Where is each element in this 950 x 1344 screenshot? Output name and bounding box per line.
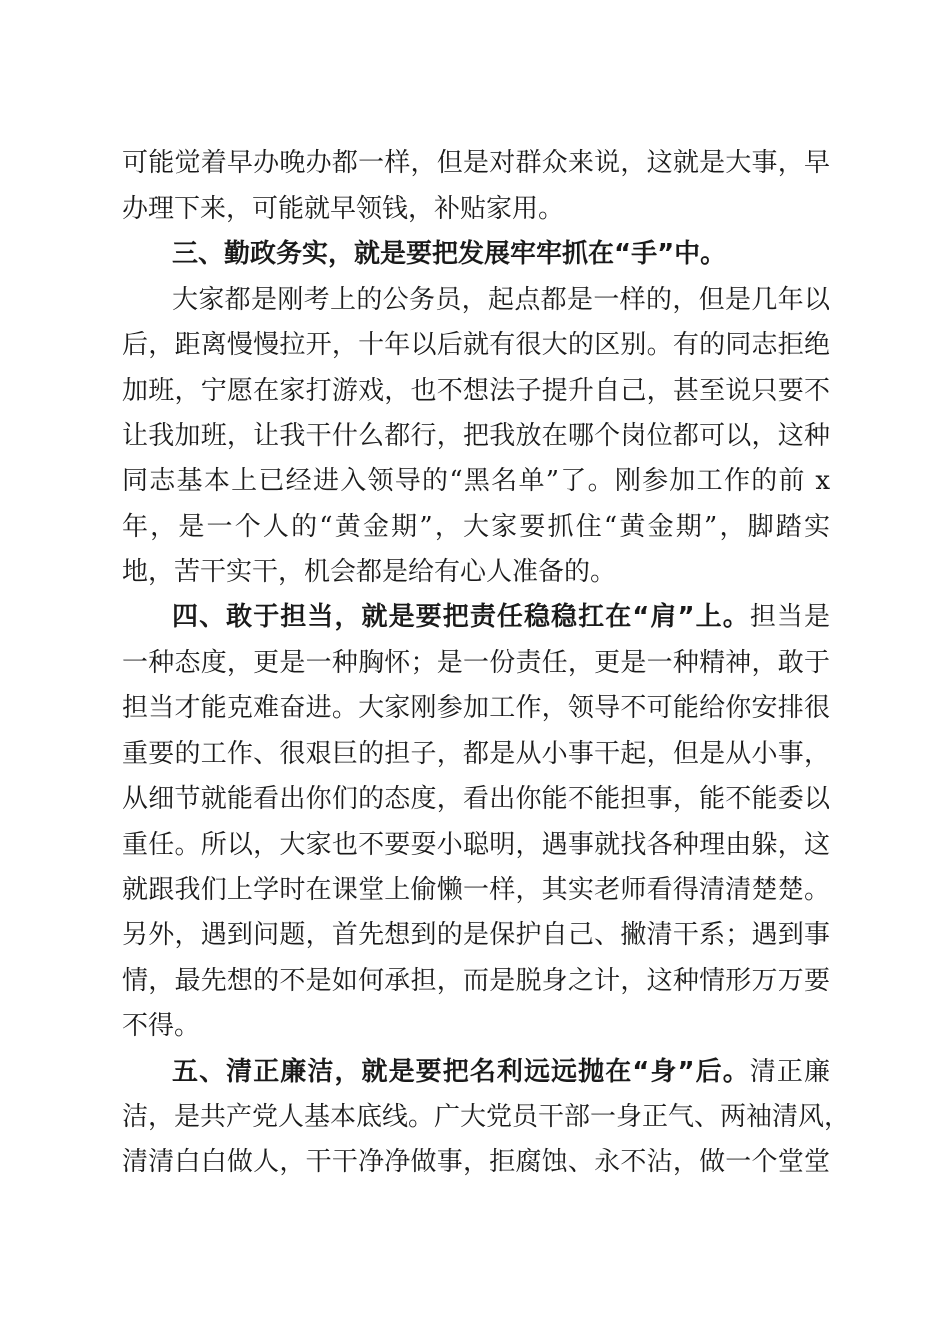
heading-text: 四、敢于担当，就是要把责任稳稳扛在“肩”上。 [172, 602, 750, 632]
body-line: 从细节就能看出你们的态度，看出你能不能担事，能不能委以 [122, 784, 830, 814]
heading-continuation: 清正廉 [749, 1057, 830, 1087]
body-line: 担当才能克难奋进。大家刚参加工作，领导不可能给你安排很 [122, 693, 830, 723]
body-line: 加班，宁愿在家打游戏，也不想法子提升自己，甚至说只要不 [122, 376, 830, 406]
body-line: 办理下来，可能就早领钱，补贴家用。 [122, 194, 565, 224]
heading-text: 五、清正廉洁，就是要把名利远远抛在“身”后。 [172, 1057, 750, 1087]
body-line: 情，最先想的不是如何承担，而是脱身之计，这种情形万万要 [122, 966, 830, 996]
body-line: 地，苦干实干，机会都是给有心人准备的。 [122, 557, 617, 587]
body-line: 另外，遇到问题，首先想到的是保护自己、撇清干系；遇到事 [122, 920, 830, 950]
body-line: 清清白白做人，干干净净做事，拒腐蚀、永不沾，做一个堂堂 [122, 1147, 830, 1177]
body-line: 同志基本上已经进入领导的“黑名单”了。刚参加工作的前 x [122, 466, 830, 496]
body-line: 不得。 [122, 1011, 201, 1041]
section-heading-3 [172, 234, 830, 274]
body-line: 就跟我们上学时在课堂上偷懒一样，其实老师看得清清楚楚。 [122, 875, 830, 905]
body-line: 让我加班，让我干什么都行，把我放在哪个岗位都可以，这种 [122, 421, 830, 451]
body-line: 重要的工作、很艰巨的担子，都是从小事干起，但是从小事， [122, 739, 830, 769]
heading-text: 三、勤政务实，就是要把发展牢牢抓在“手”中。 [172, 239, 727, 269]
section-heading-5 [172, 1052, 830, 1092]
heading-continuation: 担当是 [749, 602, 830, 632]
body-line: 一种态度，更是一种胸怀；是一份责任，更是一种精神，敢于 [122, 648, 830, 678]
body-line: 重任。所以，大家也不要耍小聪明，遇事就找各种理由躲，这 [122, 830, 830, 860]
body-line: 可能觉着早办晚办都一样，但是对群众来说，这就是大事，早 [122, 148, 830, 178]
section-heading-4 [172, 597, 830, 637]
body-line: 年，是一个人的“黄金期”，大家要抓住“黄金期”，脚踏实 [122, 512, 830, 542]
body-line: 洁，是共产党人基本底线。广大党员干部一身正气、两袖清风， [122, 1102, 851, 1132]
body-line: 后，距离慢慢拉开，十年以后就有很大的区别。有的同志拒绝 [122, 330, 830, 360]
body-line: 大家都是刚考上的公务员，起点都是一样的，但是几年以 [172, 285, 830, 315]
